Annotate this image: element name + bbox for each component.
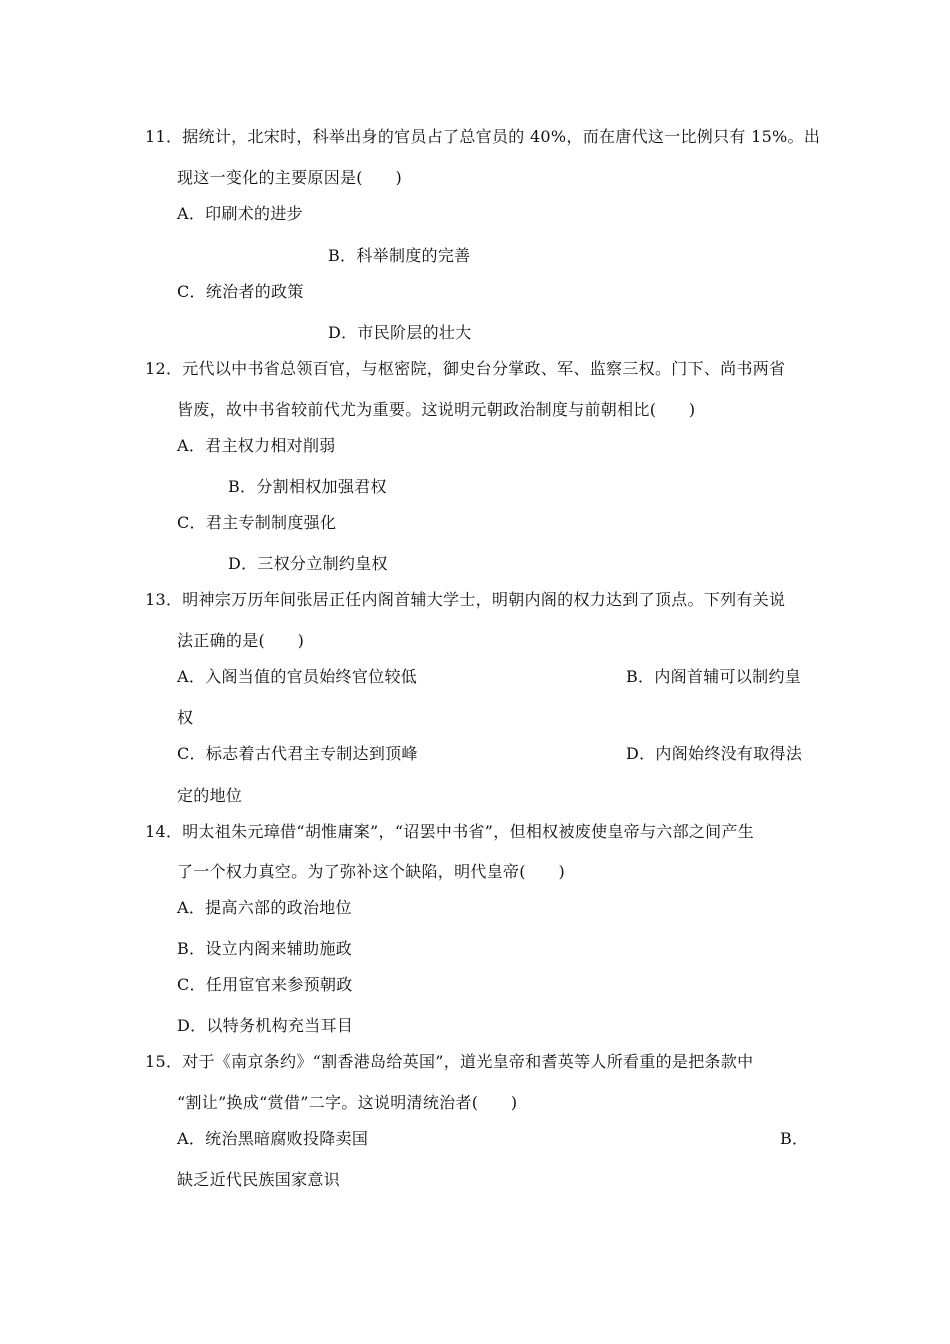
q12-option-c: C．君主专制制度强化	[177, 513, 337, 532]
q11-option-d: D．市民阶层的壮大	[328, 323, 472, 342]
q12-option-a: A．君主权力相对削弱	[177, 436, 336, 455]
q12-stem-line1: 12．元代以中书省总领百官，与枢密院，御史台分掌政、军、监察三权。门下、尚书两省	[145, 359, 786, 378]
q13-option-b-continued: 权	[177, 708, 194, 727]
q14-stem-line1: 14．明太祖朱元璋借“胡惟庸案”，“诏罢中书省”，但相权被废使皇帝与六部之间产生	[145, 822, 755, 841]
q14-option-c: C．任用宦官来参预朝政	[177, 975, 353, 994]
q14-option-d: D．以特务机构充当耳目	[177, 1016, 354, 1035]
q12-option-b: B．分割相权加强君权	[228, 477, 387, 496]
q15-option-a: A．统治黑暗腐败投降卖国	[177, 1129, 369, 1148]
q11-option-c: C．统治者的政策	[177, 282, 304, 301]
q15-stem-line1: 15．对于《南京条约》“割香港岛给英国”，道光皇帝和耆英等人所看重的是把条款中	[145, 1052, 754, 1071]
q13-option-d-continued: 定的地位	[177, 786, 243, 805]
q15-option-b-label: B．	[780, 1129, 809, 1148]
q13-option-b: B．内阁首辅可以制约皇	[626, 667, 802, 686]
q15-option-b-text: 缺乏近代民族国家意识	[177, 1170, 341, 1189]
q11-stem-line2: 现这一变化的主要原因是( )	[177, 168, 402, 187]
q12-stem-line2: 皆废，故中书省较前代尤为重要。这说明元朝政治制度与前朝相比( )	[177, 400, 696, 419]
q14-option-b: B．设立内阁来辅助施政	[177, 939, 353, 958]
q13-option-c: C．标志着古代君主专制达到顶峰	[177, 744, 418, 763]
q13-stem-line2: 法正确的是( )	[177, 631, 305, 650]
q11-option-b: B．科举制度的完善	[328, 246, 471, 265]
q13-option-a: A．入阁当值的官员始终官位较低	[177, 667, 418, 686]
q14-option-a: A．提高六部的政治地位	[177, 898, 352, 917]
q11-option-a: A．印刷术的进步	[177, 204, 303, 223]
q12-option-d: D．三权分立制约皇权	[228, 554, 388, 573]
q13-stem-line1: 13．明神宗万历年间张居正任内阁首辅大学士，明朝内阁的权力达到了顶点。下列有关说	[145, 590, 786, 609]
q15-stem-line2: “割让”换成“赏借”二字。这说明清统治者( )	[177, 1093, 518, 1112]
q14-stem-line2: 了一个权力真空。为了弥补这个缺陷，明代皇帝( )	[177, 862, 565, 881]
q13-option-d: D．内阁始终没有取得法	[626, 744, 803, 763]
q11-stem-line1: 11．据统计，北宋时，科举出身的官员占了总官员的 40%，而在唐代这一比例只有 15%。出	[145, 127, 821, 146]
